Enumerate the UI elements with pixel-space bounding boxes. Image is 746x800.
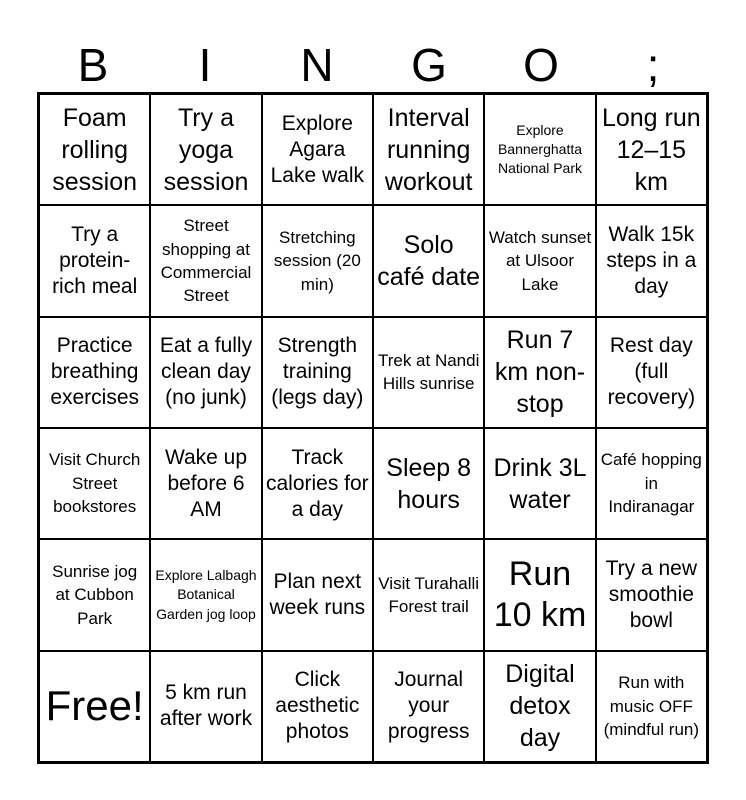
bingo-cell[interactable] (373, 94, 484, 205)
cell-text: Trek at Nandi Hills sunrise (377, 350, 480, 394)
bingo-cell[interactable] (484, 205, 595, 316)
free-cell[interactable] (39, 651, 150, 762)
bingo-cell[interactable] (39, 428, 150, 539)
cell-text: Free! (45, 682, 144, 730)
bingo-cell[interactable] (262, 317, 373, 428)
cell-text: Sunrise jog at Cubbon Park (52, 561, 138, 628)
cell-text: Run 10 km (493, 554, 587, 634)
cell-text: Solo café date (377, 230, 481, 291)
bingo-cell[interactable] (596, 428, 707, 539)
cell-text: Long run 12–15 km (601, 103, 701, 196)
bingo-cell[interactable] (373, 205, 484, 316)
bingo-cell[interactable] (484, 317, 595, 428)
header-letter-n: N (300, 39, 334, 91)
cell-text: Stretching session (20 min) (273, 227, 361, 294)
bingo-cell[interactable] (484, 94, 595, 205)
cell-text: Click aesthetic photos (275, 668, 360, 744)
cell-text: Explore Lalbagh Botanical Garden jog loop (155, 567, 257, 622)
cell-text: Run with music OFF (mindful run) (603, 673, 700, 740)
cell-text: Digital detox day (505, 660, 575, 753)
cell-text: Eat a fully clean day (no junk) (159, 334, 253, 410)
bingo-cell[interactable] (150, 539, 261, 650)
bingo-cell[interactable] (373, 428, 484, 539)
bingo-cell[interactable] (373, 317, 484, 428)
bingo-cell[interactable] (39, 205, 150, 316)
bingo-cell[interactable] (373, 539, 484, 650)
cell-text: Explore Agara Lake walk (270, 111, 365, 187)
cell-text: Visit Turahalli Forest trail (378, 573, 480, 616)
cell-text: Practice breathing exercises (50, 334, 140, 410)
bingo-cell[interactable] (484, 651, 595, 762)
cell-text: Sleep 8 hours (386, 453, 472, 514)
bingo-board (37, 92, 709, 764)
bingo-cell[interactable] (150, 317, 261, 428)
bingo-cell[interactable] (262, 539, 373, 650)
cell-text: Track calories for a day (265, 445, 369, 521)
cell-text: Walk 15k steps in a day (606, 222, 697, 298)
bingo-cell[interactable] (596, 539, 707, 650)
cell-text: Try a protein-rich meal (52, 222, 138, 298)
bingo-cell[interactable] (596, 651, 707, 762)
cell-text: Drink 3L water (493, 453, 587, 514)
bingo-cell[interactable] (39, 94, 150, 205)
cell-text: Visit Church Street bookstores (48, 450, 141, 517)
bingo-cell[interactable] (596, 94, 707, 205)
bingo-cell[interactable] (484, 428, 595, 539)
bingo-cell[interactable] (39, 539, 150, 650)
header-letter-i: I (198, 39, 212, 91)
cell-text: 5 km run after work (159, 681, 253, 731)
cell-text: Try a new smoothie bowl (605, 556, 698, 632)
header-letter-o: O (523, 39, 559, 91)
bingo-cell[interactable] (262, 428, 373, 539)
cell-text: Watch sunset at Ulsoor Lake (488, 227, 592, 294)
bingo-cell[interactable] (150, 428, 261, 539)
cell-text: Café hopping in Indiranagar (600, 450, 702, 517)
bingo-cell[interactable] (596, 205, 707, 316)
bingo-cell[interactable] (484, 539, 595, 650)
cell-text: Interval running workout (384, 103, 473, 196)
bingo-header (37, 38, 709, 92)
cell-text: Try a yoga session (163, 103, 249, 196)
cell-text: Foam rolling session (52, 103, 138, 196)
cell-text: Rest day (full recovery) (607, 334, 696, 410)
bingo-cell[interactable] (150, 205, 261, 316)
cell-text: Plan next week runs (269, 569, 366, 619)
cell-text: Wake up before 6 AM (164, 445, 248, 521)
bingo-cell[interactable] (262, 651, 373, 762)
bingo-cell[interactable] (39, 317, 150, 428)
cell-text: Run 7 km non-stop (494, 326, 586, 419)
bingo-cell[interactable] (262, 94, 373, 205)
header-letter-semicolon: ; (646, 39, 660, 91)
cell-text: Strength training (legs day) (271, 334, 364, 410)
cell-text: Journal your progress (387, 668, 470, 744)
bingo-cell[interactable] (262, 205, 373, 316)
bingo-cell[interactable] (373, 651, 484, 762)
cell-text: Explore Bannerghatta National Park (497, 121, 583, 177)
bingo-cell[interactable] (596, 317, 707, 428)
bingo-cell[interactable] (150, 94, 261, 205)
bingo-cell[interactable] (150, 651, 261, 762)
cell-text: Street shopping at Commercial Street (160, 216, 252, 306)
header-letter-g: G (411, 39, 447, 91)
header-letter-b: B (77, 39, 109, 91)
